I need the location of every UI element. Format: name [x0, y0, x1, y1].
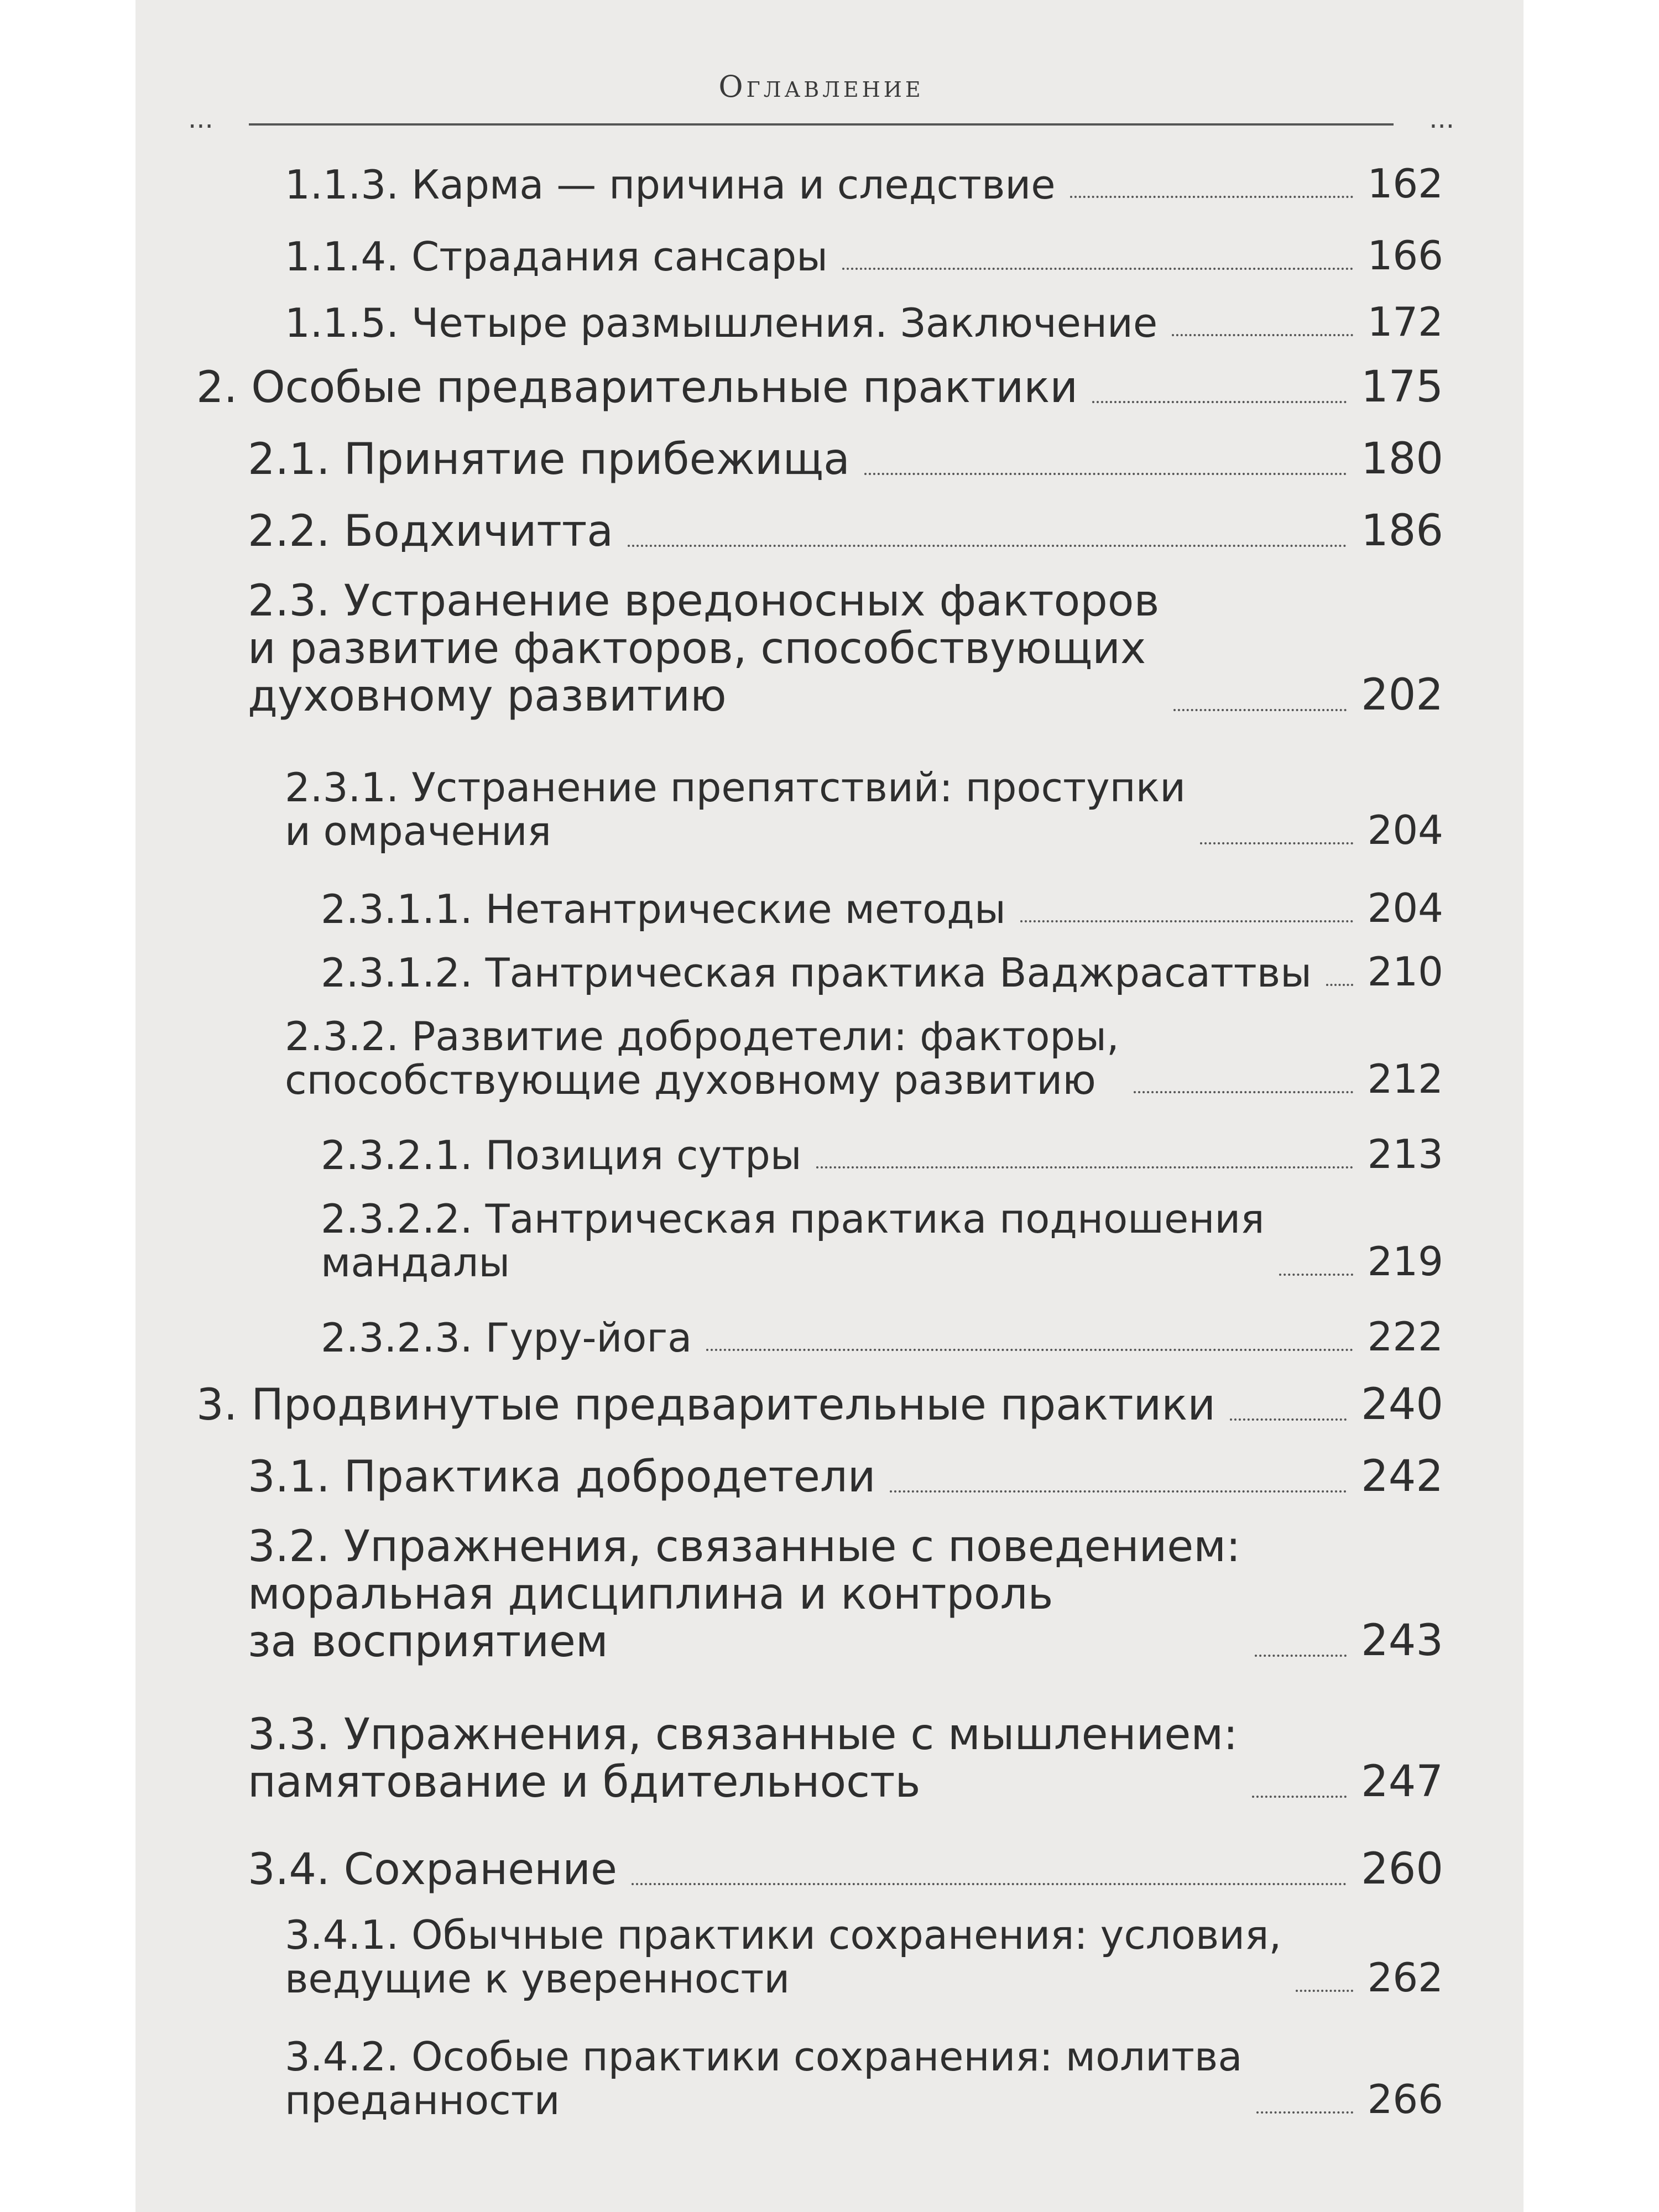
toc-page-number: 162	[1367, 160, 1443, 207]
toc-leader-dots	[816, 1166, 1353, 1168]
toc-entry-title: 1.1.4. Страдания сансары	[285, 233, 828, 280]
toc-entry	[285, 1015, 1443, 1102]
toc-entry	[248, 1712, 1443, 1807]
toc-leader-dots	[842, 268, 1353, 270]
toc-page-number: 260	[1361, 1844, 1443, 1894]
toc-entry	[196, 1380, 1443, 1430]
toc-entry-title: духовному развитию	[248, 671, 727, 721]
toc-leader-dots	[864, 473, 1347, 475]
toc-entry-title: 2.2. Бодхичитта	[248, 507, 614, 557]
toc-page-number: 210	[1367, 948, 1443, 995]
toc-entry-title: 3. Продвинутые предварительные практики	[196, 1380, 1216, 1431]
toc-page-number: 242	[1361, 1452, 1443, 1501]
toc-entry-title: 2.1. Принятие прибежища	[248, 435, 850, 485]
toc-entry	[321, 1313, 1443, 1360]
toc-entry	[321, 1131, 1443, 1177]
toc-entry	[285, 1913, 1443, 2001]
toc-entry	[321, 1197, 1443, 1285]
header-ellipsis-right: ...	[1429, 103, 1454, 134]
toc-entry	[248, 506, 1443, 556]
toc-entry-title: 3.4. Сохранение	[248, 1845, 617, 1895]
toc-page-number: 240	[1361, 1380, 1443, 1430]
toc-page-number: 266	[1367, 2076, 1443, 2123]
toc-entry-title: 3.1. Практика добродетели	[248, 1452, 876, 1503]
toc-page-number: 219	[1367, 1238, 1443, 1285]
toc-entry-title: мандалы	[321, 1239, 510, 1286]
toc-entry-title: 3.3. Упражнения, связанные с мышлением:	[248, 1710, 1238, 1760]
toc-entry-title: 2. Особые предварительные практики	[196, 363, 1078, 413]
toc-entry-title: 3.4.2. Особые практики сохранения: молитва	[285, 2033, 1243, 2080]
toc-page-number: 243	[1361, 1616, 1443, 1666]
toc-entry-title: 2.3. Устранение вредоносных факторов	[248, 576, 1160, 626]
toc-leader-dots	[1296, 1990, 1353, 1992]
toc-leader-dots	[1256, 2111, 1353, 2114]
toc-entry	[248, 1452, 1443, 1501]
toc-page-number: 204	[1367, 885, 1443, 931]
toc-entry	[248, 1844, 1443, 1894]
toc-entry-title: 2.3.1. Устранение препятствий: проступки	[285, 764, 1186, 811]
toc-entry-title: 2.3.2.1. Позиция сутры	[321, 1131, 802, 1178]
toc-entry-title: моральная дисциплина и контроль	[248, 1569, 1053, 1619]
toc-page-number: 186	[1361, 506, 1443, 556]
toc-entry-title: за восприятием	[248, 1616, 608, 1667]
toc-entry	[248, 1524, 1443, 1666]
toc-page-number: 222	[1367, 1313, 1443, 1360]
toc-entry-title: ведущие к уверенности	[285, 1955, 790, 2002]
toc-leader-dots	[1326, 984, 1353, 986]
toc-leader-dots	[706, 1349, 1353, 1351]
toc-leader-dots	[1230, 1418, 1347, 1421]
toc-entry-title: 3.4.1. Обычные практики сохранения: условия,	[285, 1912, 1282, 1958]
toc-page-number: 202	[1361, 670, 1443, 721]
toc-leader-dots	[628, 545, 1347, 547]
toc-entry-title: 1.1.5. Четыре размышления. Заключение	[285, 299, 1158, 346]
toc-entry	[196, 362, 1443, 412]
toc-entry-title: 1.1.3. Карма — причина и следствие	[285, 161, 1056, 208]
toc-entry	[248, 578, 1443, 720]
toc-leader-dots	[1134, 1091, 1353, 1093]
toc-entry-title: способствующие духовному развитию	[285, 1057, 1096, 1104]
toc-entry-title: и развитие факторов, способствующих	[248, 623, 1146, 674]
toc-leader-dots	[1255, 1655, 1347, 1657]
toc-leader-dots	[1252, 1796, 1347, 1798]
toc-page-number: 166	[1367, 232, 1443, 279]
toc-entry	[321, 885, 1443, 931]
toc-entry	[285, 2035, 1443, 2122]
toc-leader-dots	[890, 1490, 1347, 1493]
toc-page-number: 175	[1361, 362, 1443, 412]
header-ellipsis-left: ...	[188, 103, 213, 134]
toc-entry-title: 2.3.2.2. Тантрическая практика подношения	[321, 1196, 1265, 1242]
toc-leader-dots	[1020, 920, 1353, 922]
toc-entry	[321, 948, 1443, 995]
toc-entry	[285, 766, 1443, 853]
toc-leader-dots	[1070, 196, 1353, 198]
toc-leader-dots	[1172, 334, 1353, 336]
toc-page-number: 204	[1367, 807, 1443, 854]
toc-entry-title: 2.3.1.2. Тантрическая практика Ваджрасаттвы	[321, 949, 1312, 996]
toc-entry-title: памятование и бдительность	[248, 1757, 921, 1807]
toc-entry	[285, 232, 1443, 279]
toc-leader-dots	[1173, 709, 1347, 711]
toc-entry-title: и омрачения	[285, 808, 551, 855]
toc-leader-dots	[632, 1883, 1347, 1885]
toc-page-number: 180	[1361, 434, 1443, 484]
toc-entry-title: 2.3.2.3. Гуру-йога	[321, 1314, 692, 1361]
toc-leader-dots	[1279, 1274, 1353, 1276]
toc-entry	[285, 299, 1443, 345]
toc-entry-title: преданности	[285, 2077, 560, 2124]
toc-leader-dots	[1200, 842, 1353, 844]
toc-entry	[248, 434, 1443, 484]
toc-entry	[285, 160, 1443, 207]
toc-page-number: 262	[1367, 1954, 1443, 2001]
toc-entry-title: 2.3.1.1. Нетантрические методы	[321, 885, 1006, 932]
toc-page-number: 247	[1361, 1756, 1443, 1807]
toc-entry-title: 3.2. Упражнения, связанные с поведением:	[248, 1522, 1241, 1572]
toc-page-number: 213	[1367, 1131, 1443, 1177]
toc-page-number: 212	[1367, 1056, 1443, 1103]
toc-entry-title: 2.3.2. Развитие добродетели: факторы,	[285, 1013, 1119, 1060]
page-title: Оглавление	[718, 69, 924, 104]
toc-page-number: 172	[1367, 299, 1443, 345]
toc-leader-dots	[1092, 401, 1347, 403]
